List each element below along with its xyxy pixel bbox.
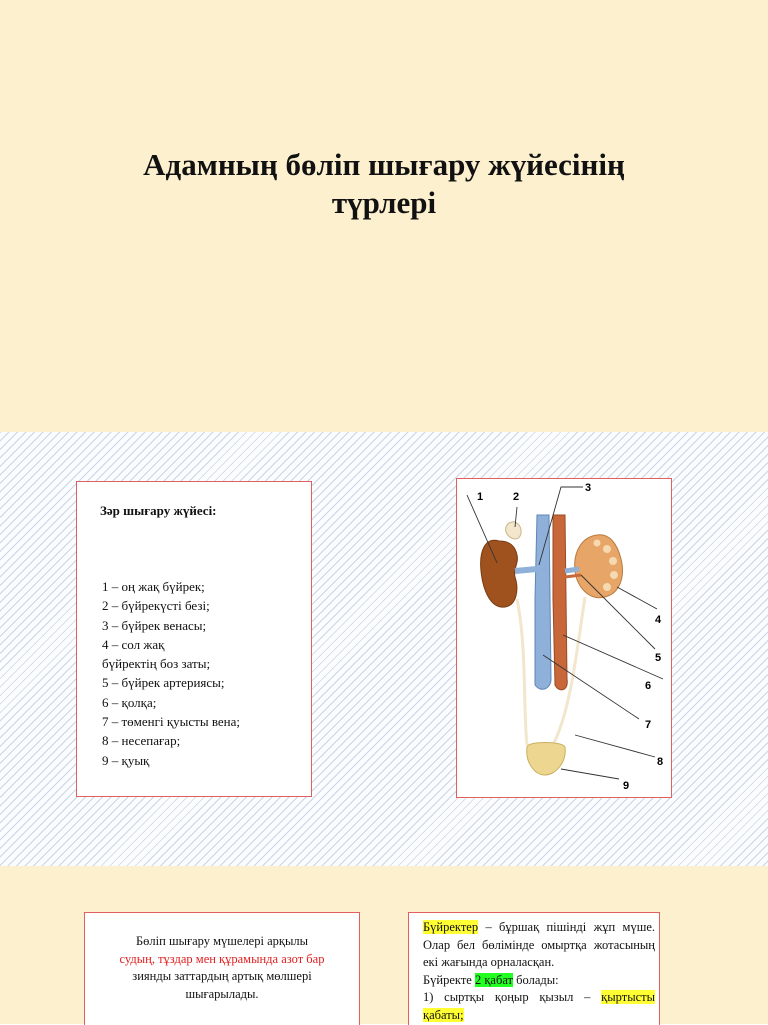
figure-label-5: 5 — [655, 652, 662, 664]
right-kidney — [481, 540, 518, 607]
kidneys-paragraph-1 — [423, 919, 655, 972]
figure-label-2: 2 — [513, 491, 520, 503]
highlight-term: қыртысты қабаты; — [423, 990, 655, 1022]
legend-title: Зәр шығару жүйесі: — [100, 503, 217, 518]
bladder — [527, 743, 565, 776]
excretion-summary-text — [85, 933, 359, 1003]
slide-title — [60, 146, 708, 222]
adrenal-gland — [506, 522, 521, 539]
figure-label-9: 9 — [623, 780, 630, 792]
summary-line: шығарылады. — [185, 986, 259, 1001]
figure-label-8: 8 — [657, 756, 664, 768]
figure-label-6: 6 — [645, 680, 652, 692]
paragraph-text: Бүйректе — [423, 972, 475, 987]
legend-item: 9 – қуық — [102, 752, 150, 768]
legend-list — [102, 577, 240, 770]
renal-vein-left — [565, 569, 579, 571]
kidney-medulla — [603, 545, 611, 553]
legend-item: 1 – оң жақ бүйрек; — [102, 579, 205, 594]
slide-title-line2: түрлері — [331, 185, 437, 220]
paragraph-text: болады: — [513, 972, 559, 987]
figure-label-3: 3 — [585, 482, 592, 494]
legend-item: 4 – сол жақ — [102, 636, 165, 652]
legend-item: 2 – бүйрекүсті безі; — [102, 598, 210, 614]
legend-item: 8 – несепағар; — [102, 733, 181, 749]
kidney-medulla — [610, 571, 618, 579]
legend-item: бүйректің боз заты; — [102, 656, 211, 672]
summary-line: зиянды заттардың артық мөлшері — [132, 969, 312, 983]
excretion-summary-box — [84, 912, 360, 1025]
figure-label-1: 1 — [477, 491, 484, 503]
highlight-term: 2 қабат — [474, 972, 514, 987]
title-slide — [0, 0, 768, 432]
kidney-medulla — [609, 557, 617, 565]
kidneys-paragraph-2 — [423, 972, 655, 990]
urinary-system-figure — [456, 478, 672, 798]
kidneys-description-box — [408, 912, 660, 1025]
urinary-system-diagram — [457, 479, 671, 797]
kidney-medulla — [594, 540, 601, 547]
inferior-vena-cava — [535, 515, 551, 689]
figure-label-4: 4 — [655, 614, 662, 626]
highlight-term: Бүйректер — [423, 920, 479, 934]
slide-title-line1: Адамның бөліп шығару жүйесінің — [143, 147, 625, 182]
figure-label-7: 7 — [645, 719, 652, 731]
renal-artery — [565, 575, 581, 577]
legend-item: 5 – бүйрек артериясы; — [102, 675, 225, 691]
kidney-medulla — [603, 583, 611, 591]
paragraph-text: 1) сыртқы қоңыр қызыл – — [423, 990, 602, 1004]
summary-line: Бөліп шығару мүшелері арқылы — [136, 934, 308, 948]
paragraph-text: – бұршақ пішінді жұп мүше. Олар бел бөлімінде омыртқа жотасының екі жағында орналасқан. — [423, 920, 655, 969]
kidneys-paragraph-3 — [423, 989, 655, 1024]
ureter-right — [517, 599, 527, 745]
summary-line-highlight: судың, тұздар мен құрамында азот бар — [119, 951, 325, 966]
legend-item: 7 – төменгі қуысты вена; — [102, 714, 240, 730]
renal-vein-right — [515, 569, 537, 571]
legend-item: 6 – қолқа; — [102, 694, 157, 710]
legend-item: 3 – бүйрек венасы; — [102, 617, 207, 633]
kidneys-description-text — [423, 919, 655, 1024]
